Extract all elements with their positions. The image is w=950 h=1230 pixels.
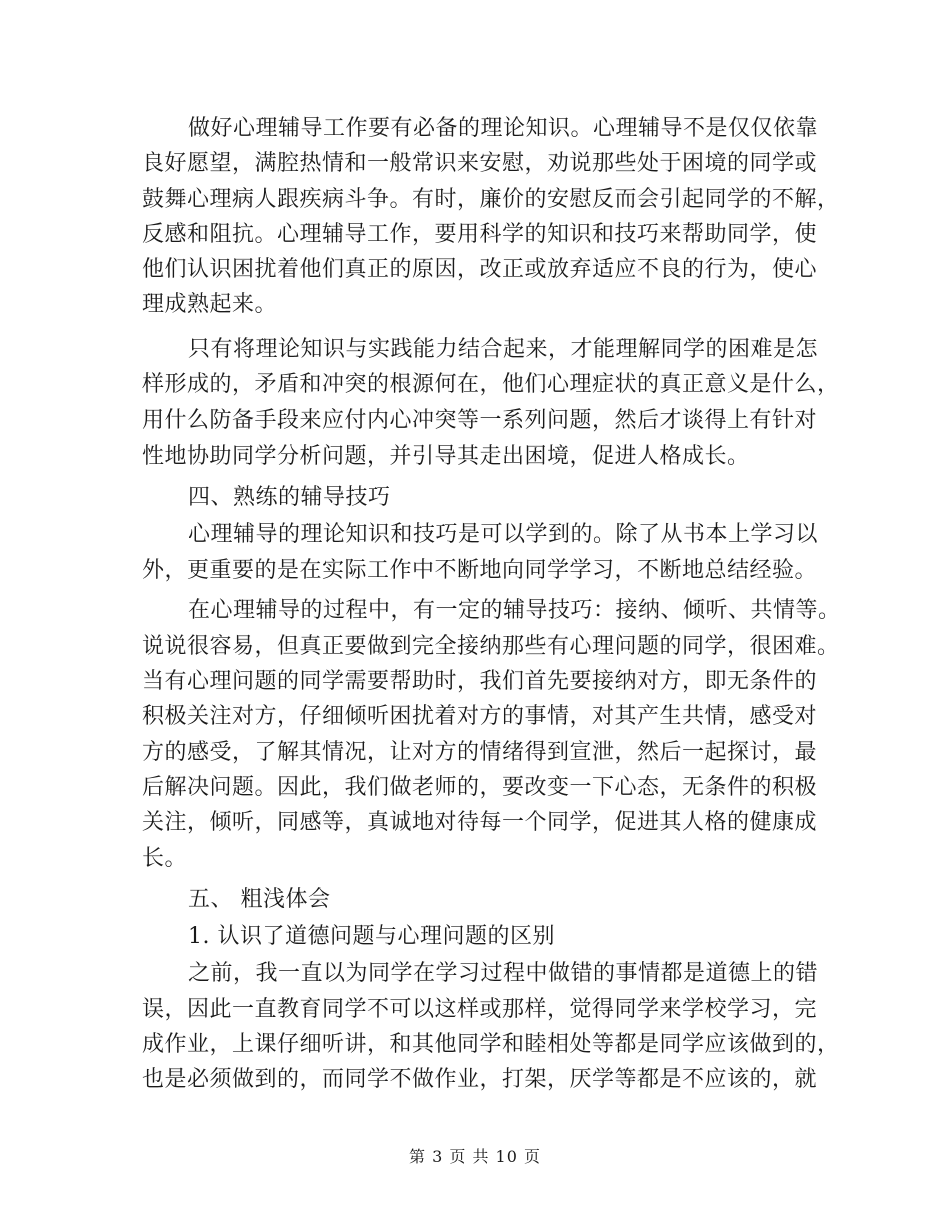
paragraph-line: 也是必须做到的，而同学不做作业，打架，厌学等都是不应该的，就 xyxy=(142,1067,818,1092)
paragraph-line: 用什么防备手段来应付内心冲突等一系列问题，然后才谈得上有针对 xyxy=(142,408,818,433)
paragraph-line: 理成熟起来。 xyxy=(142,292,278,317)
paragraph-line: 反感和阻抗。心理辅导工作，要用科学的知识和技巧来帮助同学，使 xyxy=(142,222,818,247)
paragraph-line: 外，更重要的是在实际工作中不断地向同学学习，不断地总结经验。 xyxy=(142,558,818,583)
paragraph-line: 说说很容易，但真正要做到完全接纳那些有心理问题的同学，很困难。 xyxy=(142,634,840,659)
paragraph-line: 长。 xyxy=(142,846,188,871)
section-heading: 五、 粗浅体会 xyxy=(188,887,331,912)
paragraph-line: 误，因此一直教育同学不可以这样或那样，觉得同学来学校学习，完 xyxy=(142,997,818,1022)
paragraph-line: 方的感受，了解其情况，让对方的情绪得到宣泄，然后一起探讨，最 xyxy=(142,740,818,765)
paragraph-line: 只有将理论知识与实践能力结合起来，才能理解同学的困难是怎 xyxy=(188,337,819,362)
paragraph-line: 良好愿望，满腔热情和一般常识来安慰，劝说那些处于困境的同学或 xyxy=(142,151,818,176)
paragraph-line: 之前，我一直以为同学在学习过程中做错的事情都是道德上的错 xyxy=(188,961,819,986)
paragraph-line: 后解决问题。因此，我们做老师的，要改变一下心态，无条件的积极 xyxy=(142,775,818,800)
paragraph-line: 当有心理问题的同学需要帮助时，我们首先要接纳对方，即无条件的 xyxy=(142,669,818,694)
page-number-footer: 第 3 页 共 10 页 xyxy=(409,1147,541,1166)
paragraph-line: 性地协助同学分析问题，并引导其走出困境，促进人格成长。 xyxy=(142,444,750,469)
paragraph-line: 做好心理辅导工作要有必备的理论知识。心理辅导不是仅仅依靠 xyxy=(188,116,819,141)
paragraph-line: 鼓舞心理病人跟疾病斗争。有时，廉价的安慰反而会引起同学的不解， xyxy=(142,187,840,212)
paragraph-line: 样形成的，矛盾和冲突的根源何在，他们心理症状的真正意义是什么， xyxy=(142,372,840,397)
paragraph-line: 积极关注对方，仔细倾听困扰着对方的事情，对其产生共情，感受对 xyxy=(142,704,818,729)
subsection-heading: 1. 认识了道德问题与心理问题的区别 xyxy=(188,924,555,949)
section-heading: 四、熟练的辅导技巧 xyxy=(188,485,391,510)
paragraph-line: 在心理辅导的过程中，有一定的辅导技巧：接纳、倾听、共情等。 xyxy=(188,598,841,623)
paragraph-line: 心理辅导的理论知识和技巧是可以学到的。除了从书本上学习以 xyxy=(188,522,819,547)
paragraph-line: 他们认识困扰着他们真正的原因，改正或放弃适应不良的行为，使心 xyxy=(142,257,818,282)
paragraph-line: 关注，倾听，同感等，真诚地对待每一个同学，促进其人格的健康成 xyxy=(142,810,818,835)
paragraph-line: 成作业，上课仔细听讲，和其他同学和睦相处等都是同学应该做到的， xyxy=(142,1032,840,1057)
